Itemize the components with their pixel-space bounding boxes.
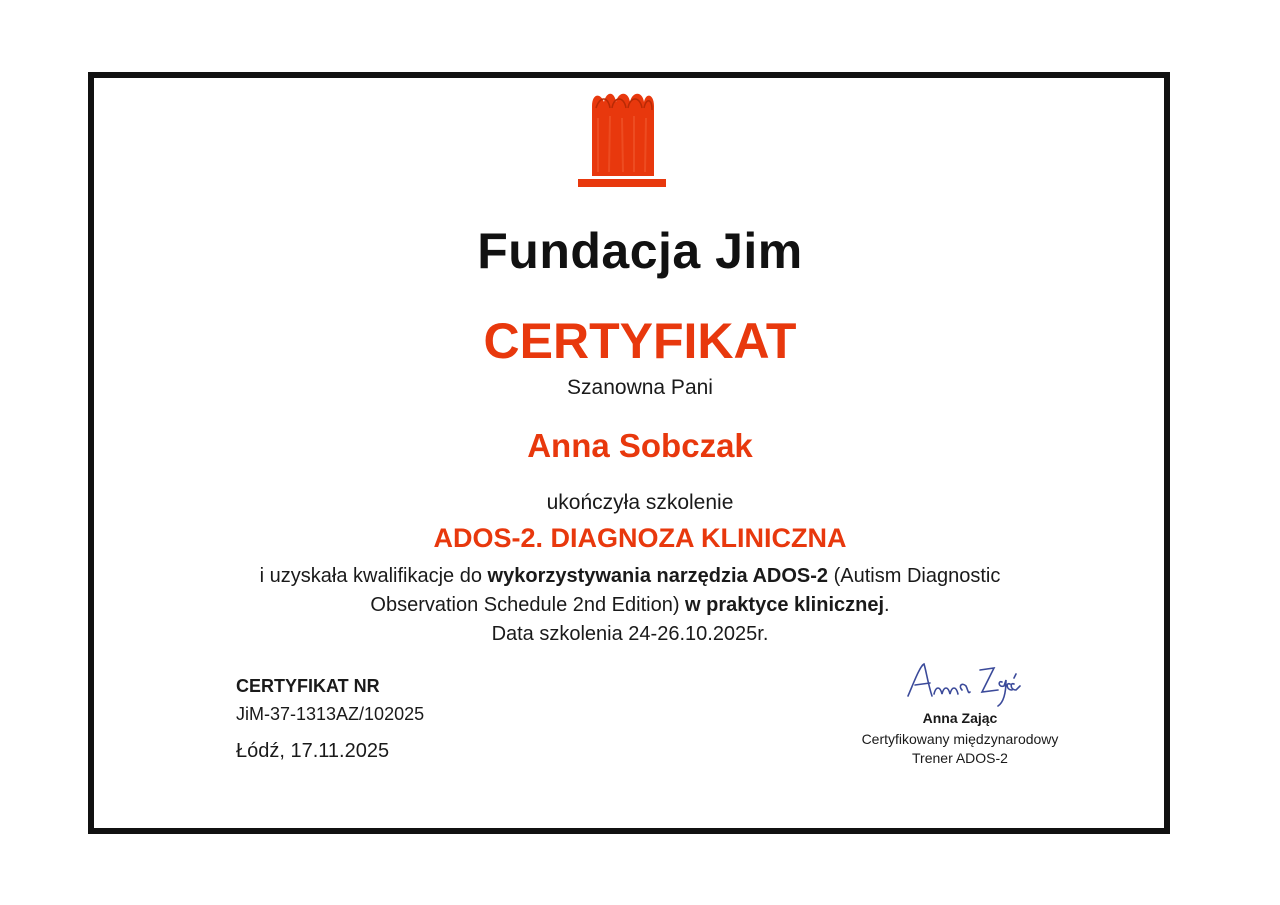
certificate-title: CERTYFIKAT (483, 313, 797, 369)
qualification-part5: . (884, 594, 890, 616)
qualification-part3: (Autism Diagnostic Observation Schedule 2nd Edition) (370, 565, 1001, 616)
certificate-number-label: CERTYFIKAT NR (236, 676, 380, 696)
recipient-name: Anna Sobczak (527, 427, 753, 464)
qualification-part2: wykorzystywania narzędzia ADOS-2 (487, 565, 829, 587)
completed-text: ukończyła szkolenie (546, 491, 734, 514)
course-name: ADOS-2. DIAGNOZA KLINICZNA (433, 523, 847, 553)
qualification-part1: i uzyskała kwalifikacje do (259, 565, 488, 587)
place-and-date: Łódź, 17.11.2025 (236, 740, 390, 762)
salutation: Szanowna Pani (567, 376, 713, 399)
signer-role-line2: Trener ADOS-2 (912, 750, 1008, 766)
organization-name: Fundacja Jim (477, 223, 803, 279)
signer-role-line1: Certyfikowany międzynarodowy (861, 731, 1059, 747)
fundacja-jim-logo (578, 88, 668, 190)
signer-role (840, 730, 1080, 768)
qualification-part4: w praktyce klinicznej (685, 594, 885, 616)
signer-name: Anna Zając (922, 710, 998, 726)
qualification-text (250, 562, 1010, 649)
certificate-number: JiM-37-1313AZ/102025 (236, 704, 425, 724)
signature-image (898, 652, 1038, 712)
training-date: Data szkolenia 24-26.10.2025r. (491, 623, 769, 645)
